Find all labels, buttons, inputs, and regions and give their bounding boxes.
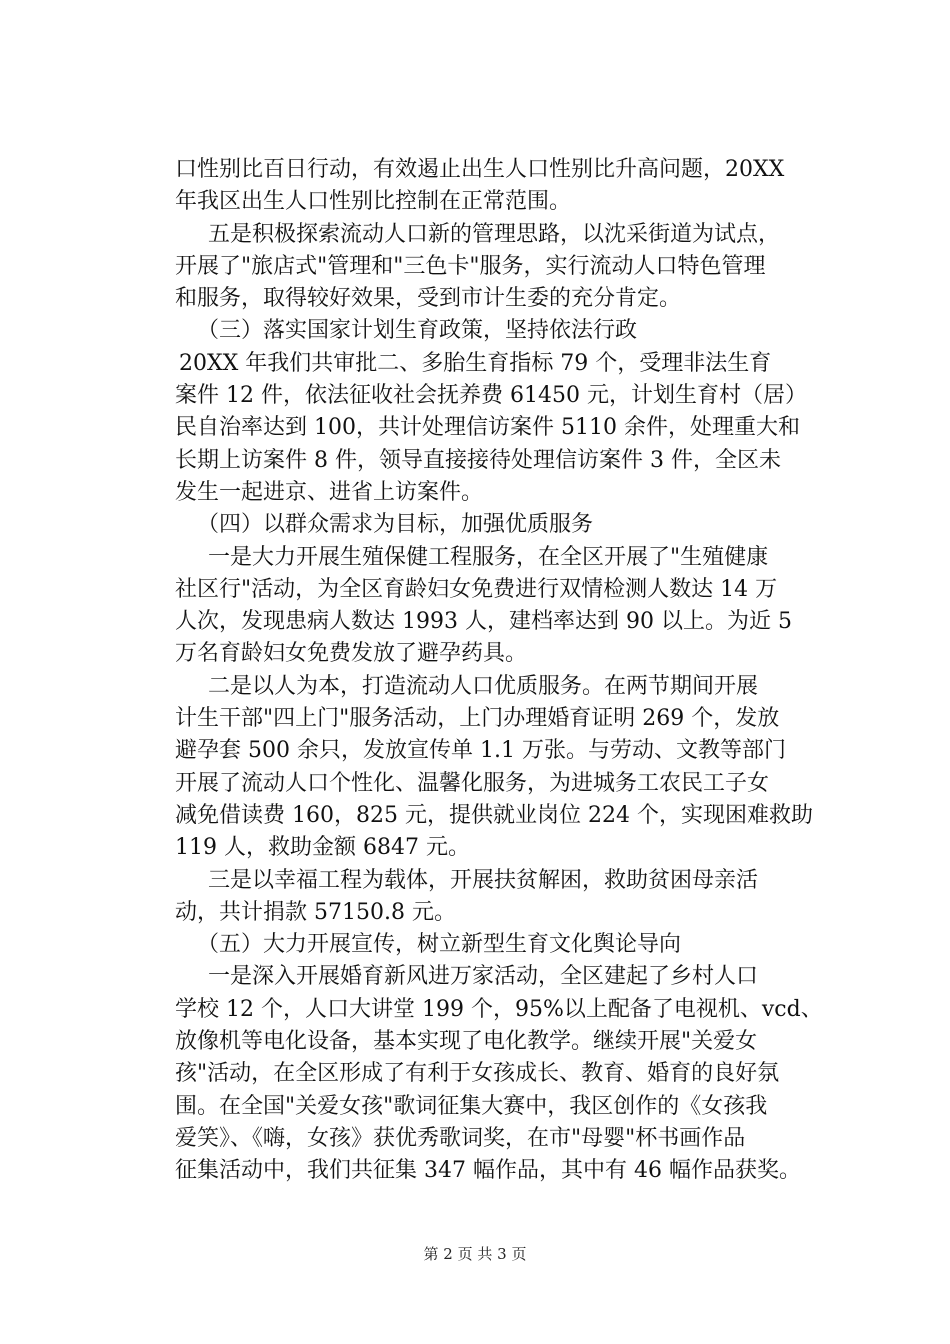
section-heading-four: （四）以群众需求为目标，加强优质服务 — [186, 512, 594, 538]
section-heading-five: （五）大力开展宣传，树立新型生育文化舆论导向 — [186, 932, 682, 958]
text-line: 开展了流动人口个性化、温馨化服务，为进城务工农民工子女 — [175, 770, 770, 796]
text-line: 长期上访案件 8 件，领导直接接待处理信访案件 3 件，全区未 — [175, 447, 781, 473]
text-line: 动，共计捐款 57150.8 元。 — [175, 899, 456, 925]
paragraph-five-start: 五是积极探索流动人口新的管理思路，以沈采街道为试点， — [186, 221, 781, 247]
text-line: 减免借读费 160，825 元，提供就业岗位 224 个，实现困难救助 — [175, 802, 813, 828]
text-line: 119 人，救助金额 6847 元。 — [175, 835, 470, 861]
text-line: 围。在全国"关爱女孩"歌词征集大赛中，我区创作的《女孩我 — [175, 1093, 768, 1119]
paragraph-three-start: 三是以幸福工程为载体，开展扶贫解困，救助贫困母亲活 — [186, 867, 759, 893]
paragraph-approval-start: 20XX 年我们共审批二、多胎生育指标 79 个，受理非法生育 — [179, 350, 772, 376]
text-line: 万名育龄妇女免费发放了避孕药具。 — [175, 641, 528, 667]
text-line: 放像机等电化设备，基本实现了电化教学。继续开展"关爱女 — [175, 1029, 758, 1055]
document-body — [175, 154, 835, 1188]
text-line: 爱笑》、《嗨，女孩》获优秀歌词奖，在市"母婴"杯书画作品 — [175, 1125, 746, 1151]
text-line: 计生干部"四上门"服务活动，上门办理婚育证明 269 个，发放 — [175, 706, 780, 732]
paragraph-one-start: 一是大力开展生殖保健工程服务，在全区开展了"生殖健康 — [186, 544, 769, 570]
page-number-footer: 第 2 页 共 3 页 — [423, 1245, 527, 1263]
section-heading-three: （三）落实国家计划生育政策，坚持依法行政 — [186, 318, 638, 344]
text-line: 人次，发现患病人数达 1993 人，建档率达到 90 以上。为近 5 — [175, 609, 792, 635]
paragraph-publicity-start: 一是深入开展婚育新风进万家活动，全区建起了乡村人口 — [186, 964, 759, 990]
text-line: 学校 12 个，人口大讲堂 199 个，95%以上配备了电视机、vcd、 — [175, 996, 823, 1022]
text-line: 民自治率达到 100，共计处理信访案件 5110 余件，处理重大和 — [175, 415, 800, 441]
text-line: 开展了"旅店式"管理和"三色卡"服务，实行流动人口特色管理 — [175, 253, 766, 279]
paragraph-two-start: 二是以人为本，打造流动人口优质服务。在两节期间开展 — [186, 673, 759, 699]
text-line: 社区行"活动，为全区育龄妇女免费进行双情检测人数达 14 万 — [175, 576, 778, 602]
text-line: 案件 12 件，依法征收社会抚养费 61450 元，计划生育村（居） — [175, 383, 807, 409]
text-line: 避孕套 500 余只，发放宣传单 1.1 万张。与劳动、文教等部门 — [175, 738, 786, 764]
text-line: 征集活动中，我们共征集 347 幅作品，其中有 46 幅作品获奖。 — [175, 1158, 801, 1184]
text-line: 发生一起进京、进省上访案件。 — [175, 479, 484, 505]
text-line: 口性别比百日行动，有效遏止出生人口性别比升高问题，20XX — [175, 157, 785, 182]
text-line: 孩"活动，在全区形成了有利于女孩成长、教育、婚育的良好氛 — [175, 1061, 780, 1087]
text-line: 年我区出生人口性别比控制在正常范围。 — [175, 189, 572, 215]
text-line: 和服务，取得较好效果，受到市计生委的充分肯定。 — [175, 286, 682, 312]
